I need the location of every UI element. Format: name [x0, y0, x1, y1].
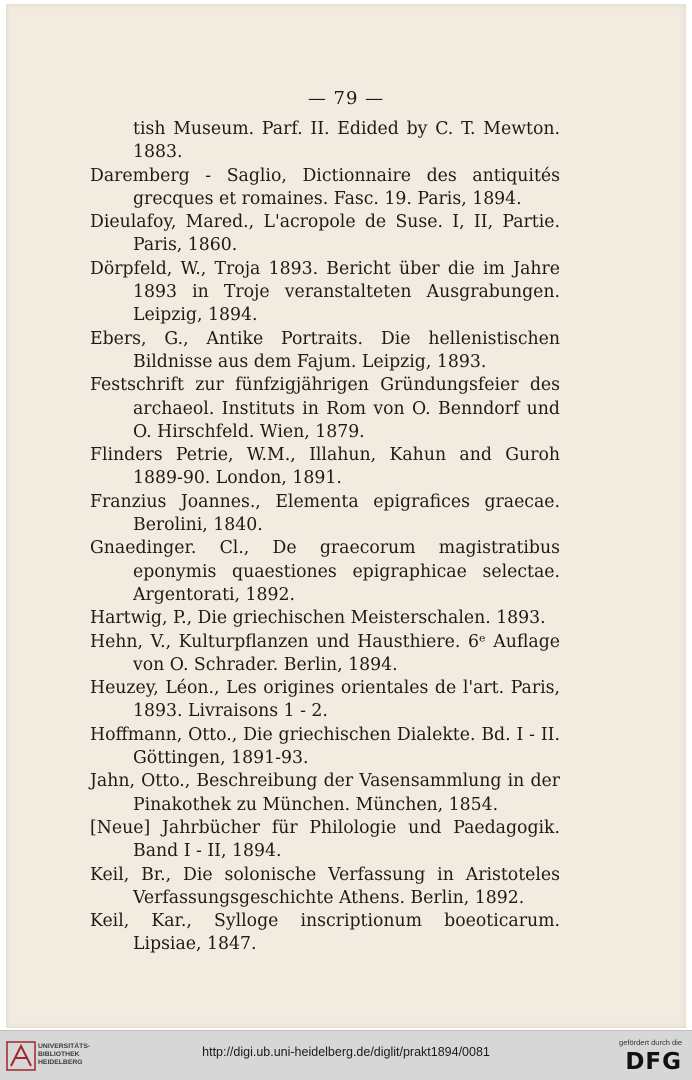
library-name-line: HEIDELBERG [38, 1059, 83, 1066]
bibliography-list [90, 118, 560, 957]
bibliography-entry: Hoffmann, Otto., Die griechischen Dialekte. Bd. I - II. Göttingen, 1891-93. [90, 724, 560, 769]
dfg-logo: DFG [625, 1049, 682, 1075]
bibliography-entry: Hartwig, P., Die griechischen Meisterschalen. 1893. [90, 608, 546, 629]
bibliography-entry: Franzius Joannes., Elementa epigrafices graecae. Berolini, 1840. [90, 491, 560, 536]
bibliography-entry: Ebers, G., Antike Portraits. Die hellenistischen Bildnisse aus dem Fajum. Leipzig, 1893. [90, 328, 560, 372]
bibliography-entry: Hehn, V., Kulturpflanzen und Hausthiere. 6ᵉ Auflage von O. Schrader. Berlin, 1894. [90, 631, 560, 675]
bibliography-entry: Gnaedinger. Cl., De graecorum magistratibus eponymis quaestiones epigraphicae selectae. Argentorati, 1892. [90, 538, 560, 605]
book-page [6, 4, 686, 1028]
bibliography-entry: [Neue] Jahrbücher für Philologie und Paedagogik. Band I - II, 1894. [90, 817, 560, 862]
bibliography-entry: Dieulafoy, Mared., L'acropole de Suse. I, II, Partie. Paris, 1860. [90, 212, 560, 256]
library-name-line: UNIVERSITÄTS- [38, 1043, 91, 1050]
page-number: — 79 — [307, 88, 385, 109]
bibliography-entry: Jahn, Otto., Beschreibung der Vasensammlung in der Pinakothek zu München. München, 1854. [90, 771, 560, 815]
bibliography-entry: Dörpfeld, W., Troja 1893. Bericht über die im Jahre 1893 in Troje veranstalteten Ausgrabungen. Leipzig, 1894. [90, 258, 560, 326]
bibliography-entry: Festschrift zur fünfzigjährigen Gründungsfeier des archaeol. Instituts in Rom von O. Benndorf und O. Hirschfeld. Wien, 1879. [90, 375, 560, 442]
permalink-url[interactable]: http://digi.ub.uni-heidelberg.de/diglit/prakt1894/0081 [202, 1045, 490, 1059]
bibliography-entry: Heuzey, Léon., Les origines orientales de l'art. Paris, 1893. Livraisons 1 - 2. [90, 678, 560, 722]
bibliography-entry: tish Museum. Parf. II. Edided by C. T. Mewton. 1883. [133, 119, 560, 163]
bibliography-entry: Flinders Petrie, W.M., Illahun, Kahun and Guroh 1889-90. London, 1891. [90, 445, 560, 489]
library-name-line: BIBLIOTHEK [38, 1051, 80, 1058]
bibliography-entry: Daremberg - Saglio, Dictionnaire des antiquités grecques et romaines. Fasc. 19. Paris, 1894. [90, 165, 560, 209]
funding-note: gefördert durch die [619, 1038, 682, 1047]
bibliography-entry: Keil, Kar., Sylloge inscriptionum boeoticarum. Lipsiae, 1847. [90, 911, 560, 955]
bibliography-entry: Keil, Br., Die solonische Verfassung in Aristoteles Verfassungsgeschichte Athens. Berlin, 1892. [90, 864, 560, 908]
viewer-footer [0, 1030, 692, 1080]
